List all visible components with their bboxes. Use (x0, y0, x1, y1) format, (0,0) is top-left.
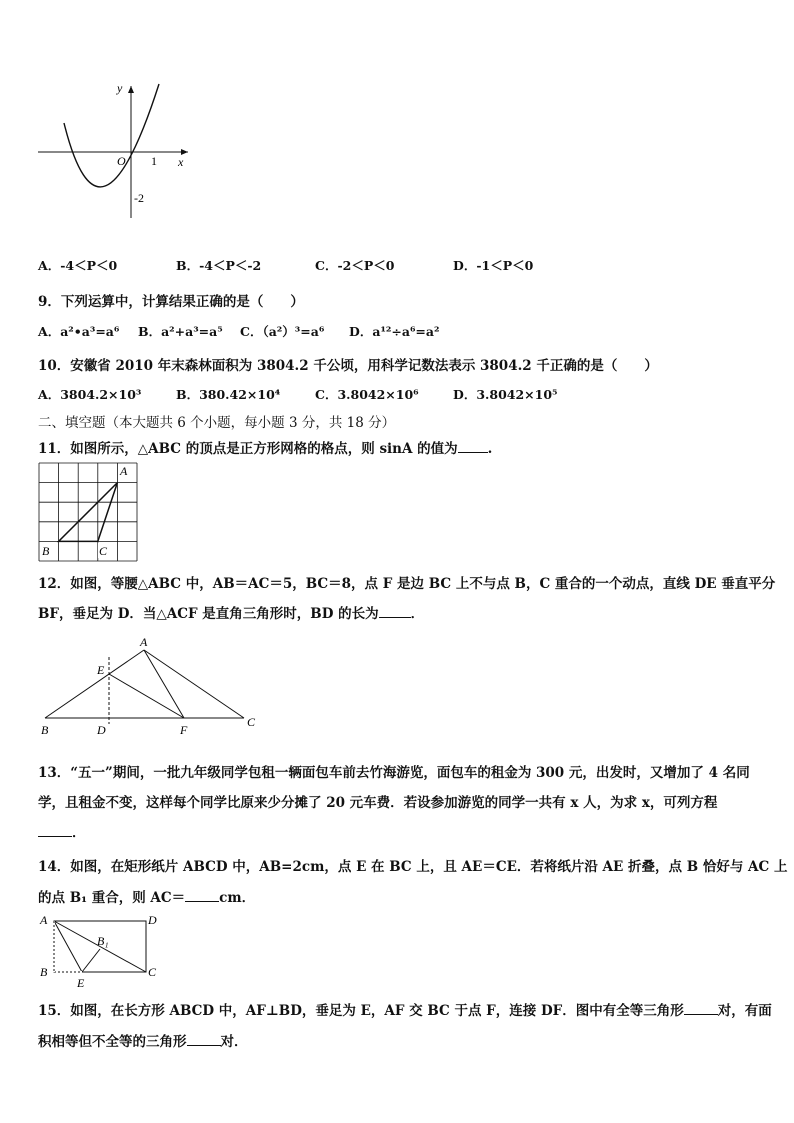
q14-line2-text: 的点 B₁ 重合，则 AC＝ (38, 890, 186, 906)
q11-label-a: A (120, 464, 128, 478)
q11-label-c: C (99, 544, 108, 558)
origin-label: O (117, 154, 126, 168)
q11-stem-line (38, 437, 492, 457)
x-axis-label: x (178, 155, 184, 169)
q11-end: . (487, 441, 493, 457)
q12-end: ． (410, 606, 425, 622)
q13-line2: 学，且租金不变，这样每个同学比原来少分摊了 20 元车费．若设参加游览的同学一共有 x 人，为求 x，可列方程 (38, 795, 718, 811)
y-axis-label: y (117, 81, 123, 95)
q12-triangle-figure (36, 632, 268, 742)
q12-label-f: F (180, 723, 188, 737)
y-intercept-label: -2 (134, 191, 144, 205)
q14-label-b1: B₁ (97, 934, 109, 948)
q15-line2-end: 对． (220, 1034, 248, 1050)
q15-answer-blank-1 (684, 1002, 718, 1015)
section-heading: 二、填空题（本大题共 6 个小题，每小题 3 分，共 18 分） (38, 415, 396, 431)
q12-answer-blank (379, 605, 411, 618)
q14-label-b: B (40, 965, 48, 979)
q14-unit: cm． (219, 890, 256, 906)
q11-grid-figure (38, 462, 142, 562)
q14-rectangle-figure (36, 912, 166, 990)
q9-stem: 9．下列运算中，计算结果正确的是（ ） (38, 294, 304, 310)
q14-label-d: D (148, 913, 157, 927)
q10-stem: 10．安徽省 2010 年末森林面积为 3804.2 千公顷，用科学记数法表示 3804.2 千正确的是（ ） (38, 358, 658, 374)
q15-line2 (38, 1030, 248, 1050)
q10-option-c: C．3.8042×10⁶ (315, 387, 419, 402)
q15-answer-blank-2 (187, 1033, 221, 1046)
q12-label-d: D (97, 723, 106, 737)
q12-label-e: E (97, 663, 105, 677)
q9-option-b: B．a²+a³=a⁵ (138, 324, 223, 339)
q14-line1: 14．如图，在矩形纸片 ABCD 中，AB=2cm，点 E 在 BC 上，且 AE＝CE．若将纸片沿 AE 折叠，点 B 恰好与 AC 上 (38, 859, 788, 875)
q11-label-b: B (42, 544, 50, 558)
q8-option-c: C．-2＜P＜0 (315, 258, 395, 273)
q10-option-d: D．3.8042×10⁵ (453, 387, 558, 402)
q14-label-c: C (148, 965, 157, 979)
q14-line2 (38, 886, 255, 906)
q10-option-a: A．3804.2×10³ (38, 387, 142, 402)
q8-option-a: A．-4＜P＜0 (38, 258, 118, 273)
q12-label-c: C (247, 715, 256, 729)
x-intercept-label: 1 (151, 154, 157, 168)
q13-line3 (38, 821, 86, 841)
q14-label-e: E (77, 976, 85, 990)
q13-end: ． (72, 825, 86, 841)
q15-line1-text: 15．如图，在长方形 ABCD 中，AF⊥BD，垂足为 E，AF 交 BC 于点 F，连接 DF．图中有全等三角形 (38, 1003, 684, 1019)
q15-line1-end: 对，有面 (717, 1003, 772, 1019)
q11-answer-blank (458, 440, 488, 453)
q9-option-a: A．a²•a³=a⁶ (38, 324, 120, 339)
q14-answer-blank (185, 889, 219, 902)
q12-label-b: B (41, 723, 49, 737)
q15-line1 (38, 999, 772, 1019)
q13-answer-blank (38, 824, 72, 837)
q11-stem: 11．如图所示，△ABC 的顶点是正方形网格的格点，则 sinA 的值为 (38, 441, 458, 457)
q12-line2 (38, 602, 424, 622)
q10-option-b: B．380.42×10⁴ (176, 387, 281, 402)
q8-option-d: D．-1＜P＜0 (453, 258, 534, 273)
q13-line1: 13．“五一”期间，一批九年级同学包租一辆面包车前去竹海游览，面包车的租金为 300 元，出发时，又增加了 4 名同 (38, 765, 750, 781)
q9-option-c: C．（a²）³=a⁶ (240, 324, 325, 339)
q12-label-a: A (140, 635, 148, 649)
q12-line2-text: BF，垂足为 D．当△ACF 是直角三角形时，BD 的长为 (38, 606, 379, 622)
q9-option-d: D．a¹²÷a⁶=a² (349, 324, 440, 339)
q15-line2-text: 积相等但不全等的三角形 (38, 1034, 187, 1050)
q12-line1: 12．如图，等腰△ABC 中，AB＝AC＝5，BC＝8，点 F 是边 BC 上不与点 B，C 重合的一个动点，直线 DE 垂直平分 (38, 576, 776, 592)
q8-option-b: B．-4＜P＜-2 (176, 258, 262, 273)
q14-label-a: A (40, 913, 48, 927)
parabola-graph (30, 78, 200, 223)
